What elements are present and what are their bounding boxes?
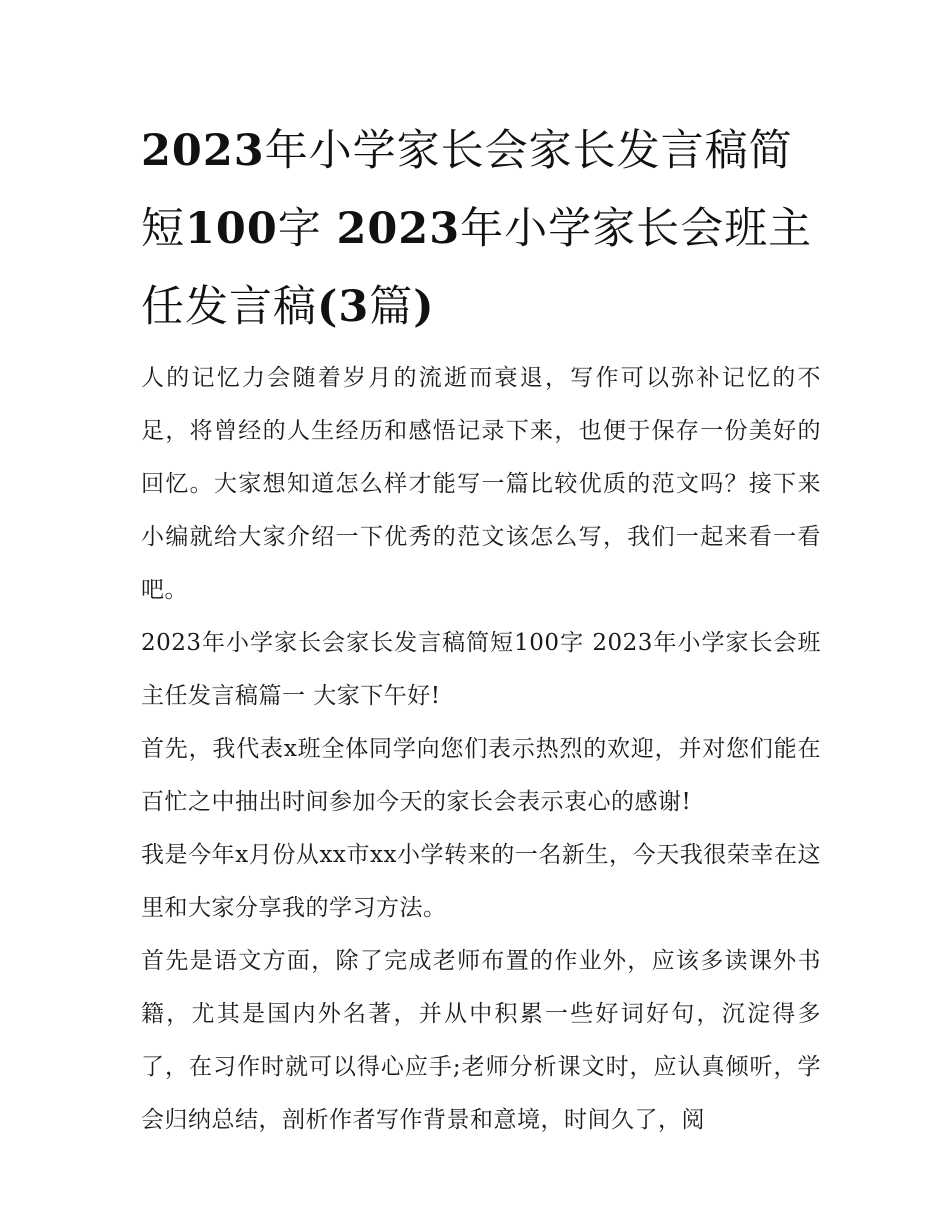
self-intro-paragraph: 我是今年x月份从xx市xx小学转来的一名新生，今天我很荣幸在这里和大家分享我的学习方法。 bbox=[141, 842, 821, 921]
section-heading-paragraph: 2023年小学家长会家长发言稿简短100字 2023年小学家长会班主任发言稿篇一 大家下午好! bbox=[141, 630, 821, 709]
welcome-paragraph: 首先，我代表x班全体同学向您们表示热烈的欢迎，并对您们能在百忙之中抽出时间参加今天的家长会表示衷心的感谢! bbox=[141, 736, 821, 815]
document-page bbox=[141, 112, 821, 1147]
intro-paragraph: 人的记忆力会随着岁月的流逝而衰退，写作可以弥补记忆的不足，将曾经的人生经历和感悟记录下来，也便于保存一份美好的回忆。大家想知道怎么样才能写一篇比较优质的范文吗？接下来小编就给大家介绍一下优秀的范文该怎么写，我们一起来看一看吧。 bbox=[141, 365, 821, 603]
chinese-study-paragraph: 首先是语文方面，除了完成老师布置的作业外，应该多读课外书籍，尤其是国内外名著，并从中积累一些好词好句，沉淀得多了，在习作时就可以得心应手;老师分析课文时，应认真倾听，学会归纳总结，剖析作者写作背景和意境，时间久了，阅 bbox=[141, 948, 821, 1133]
document-title: 2023年小学家长会家长发言稿简短100字 2023年小学家长会班主任发言稿(3篇) bbox=[141, 126, 813, 332]
